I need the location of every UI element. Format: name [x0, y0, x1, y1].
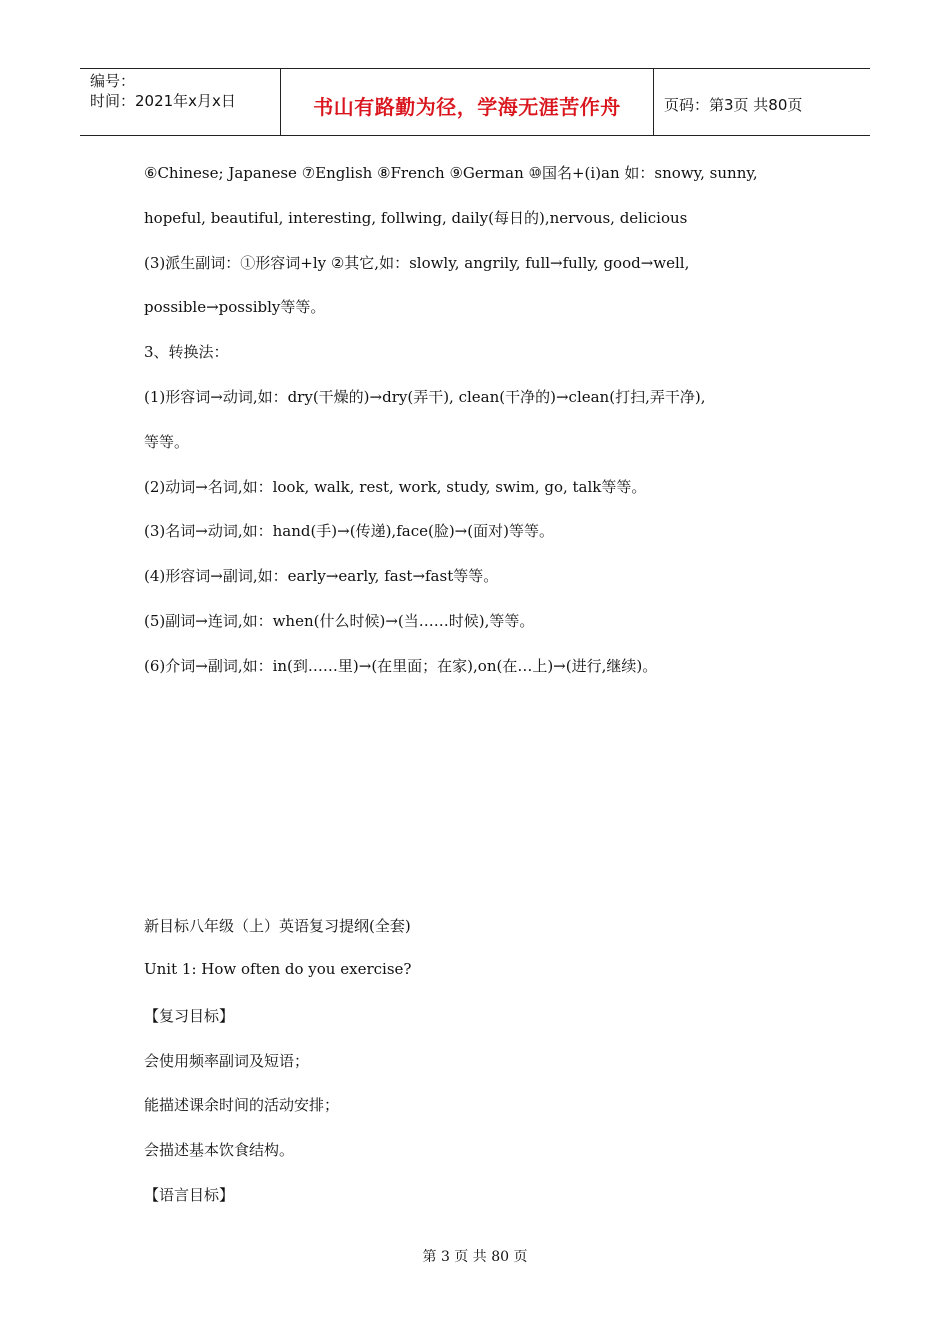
goal-item: 会使用频率副词及短语； [144, 1052, 310, 1070]
body-line: hopeful, beautiful, interesting, follwing, daily(每日的),nervous, delicious [144, 209, 688, 227]
header-meta [80, 69, 281, 135]
body-line: (5)副词→连词,如：when(什么时候)→(当……时候),等等。 [144, 612, 535, 630]
page-header [80, 68, 870, 136]
language-goals-heading: 【语言目标】 [144, 1186, 235, 1204]
header-page-info-cell [654, 69, 870, 135]
outline-title: 新目标八年级（上）英语复习提纲(全套) [144, 917, 411, 935]
body-line: possible→possibly等等。 [144, 298, 326, 316]
body-line: (1)形容词→动词,如：dry(干燥的)→dry(弄干), clean(干净的)→clean(打扫,弄干净), [144, 388, 706, 406]
body-line: ⑥Chinese; Japanese ⑦English ⑧French ⑨German ⑩国名+(i)an 如：snowy, sunny, [144, 164, 758, 182]
body-line: (3)名词→动词,如：hand(手)→(传递),face(脸)→(面对)等等。 [144, 522, 554, 540]
review-goals-heading: 【复习目标】 [144, 1007, 235, 1025]
page-footer [0, 1246, 950, 1266]
doc-number-label: 编号： [90, 72, 136, 90]
body-line: (2)动词→名词,如：look, walk, rest, work, study, swim, go, talk等等。 [144, 478, 647, 496]
doc-date-label: 时间：2021年x月x日 [90, 92, 236, 110]
body-line: 等等。 [144, 433, 190, 451]
header-motto-cell [281, 69, 654, 135]
section-heading: 3、转换法： [144, 343, 229, 361]
footer-page-number: 第 3 页 共 80 页 [422, 1249, 528, 1265]
body-line: (6)介词→副词,如：in(到……里)→(在里面；在家),on(在…上)→(进行,继续)。 [144, 657, 658, 675]
goal-item: 能描述课余时间的活动安排； [144, 1096, 340, 1114]
body-line: (4)形容词→副词,如：early→early, fast→fast等等。 [144, 567, 499, 585]
goal-item: 会描述基本饮食结构。 [144, 1141, 295, 1159]
unit-title: Unit 1: How often do you exercise? [144, 960, 412, 978]
header-motto: 书山有路勤为径，学海无涯苦作舟 [313, 94, 621, 119]
header-page-info: 页码：第3页 共80页 [664, 95, 803, 114]
body-line: (3)派生副词：①形容词+ly ②其它,如：slowly, angrily, full→fully, good→well, [144, 254, 690, 272]
